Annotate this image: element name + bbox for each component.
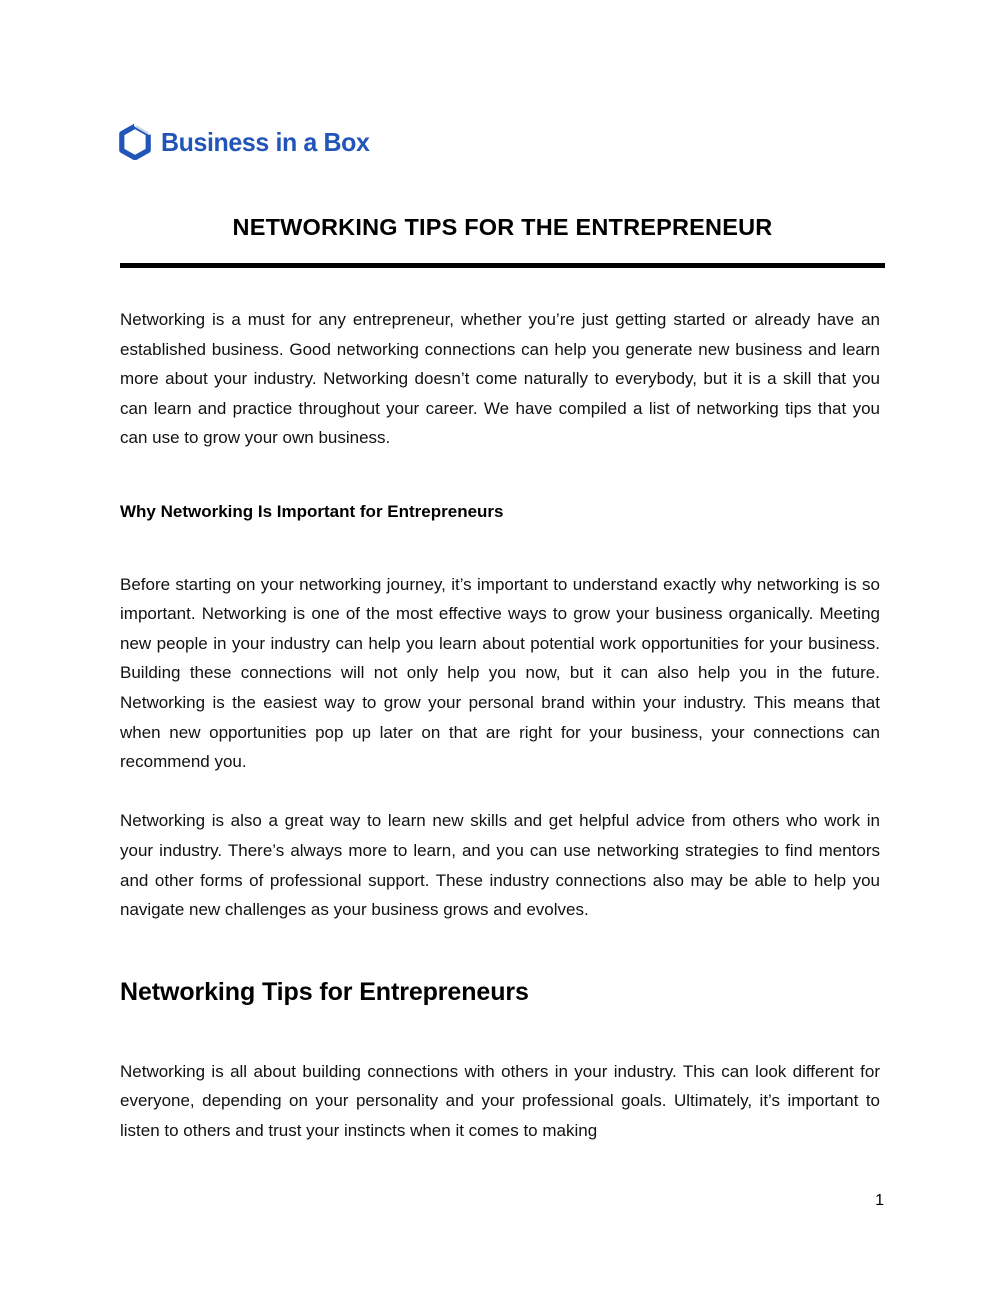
hexagon-logo-icon — [118, 124, 152, 160]
spacer — [120, 453, 880, 497]
document-body — [120, 305, 880, 1145]
sub-heading-why-networking: Why Networking Is Important for Entrepreneurs — [120, 501, 504, 521]
title-divider — [120, 263, 885, 268]
spacer — [120, 925, 880, 977]
spacer — [120, 527, 880, 570]
brand-name: Business in a Box — [161, 127, 370, 157]
paragraph-tips-intro: Networking is all about building connections with others in your industry. This can look different for everyone, depending on your personality and your professional goals. Ultimately, it’s important to listen to others and trust your instincts when it comes to making — [120, 1061, 880, 1140]
brand-logo — [118, 124, 378, 160]
section-heading-networking-tips: Networking Tips for Entrepreneurs — [120, 977, 529, 1006]
spacer — [120, 1007, 880, 1057]
page-number: 1 — [875, 1192, 884, 1209]
page-title: NETWORKING TIPS FOR THE ENTREPRENEUR — [232, 214, 773, 240]
paragraph-intro: Networking is a must for any entrepreneur, whether you’re just getting started or already have an established business. Good networking connections can help you generate new business and learn more about your industry. Networking doesn’t come naturally to everybody, but it is a skill that you can learn and practice throughout your career. We have compiled a list of networking tips that you can use to grow your own business. — [120, 310, 880, 448]
paragraph-why-body-2: Networking is also a great way to learn new skills and get helpful advice from others who work in your industry. There’s always more to learn, and you can use networking strategies to find mentors and other forms of professional support. These industry connections also may be able to help you navigate new challenges as your business grows and evolves. — [120, 811, 880, 920]
paragraph-why-body-1: Before starting on your networking journey, it’s important to understand exactly why networking is so important. Networking is one of the most effective ways to grow your business organically. Meeting new people in your industry can help you learn about potential work opportunities for your business. Building these connections will not only help you now, but it can also help you in the future. Networking is the easiest way to grow your personal brand within your industry. This means that when new opportunities pop up later on that are right for your business, your connections can recommend you. — [120, 574, 880, 772]
